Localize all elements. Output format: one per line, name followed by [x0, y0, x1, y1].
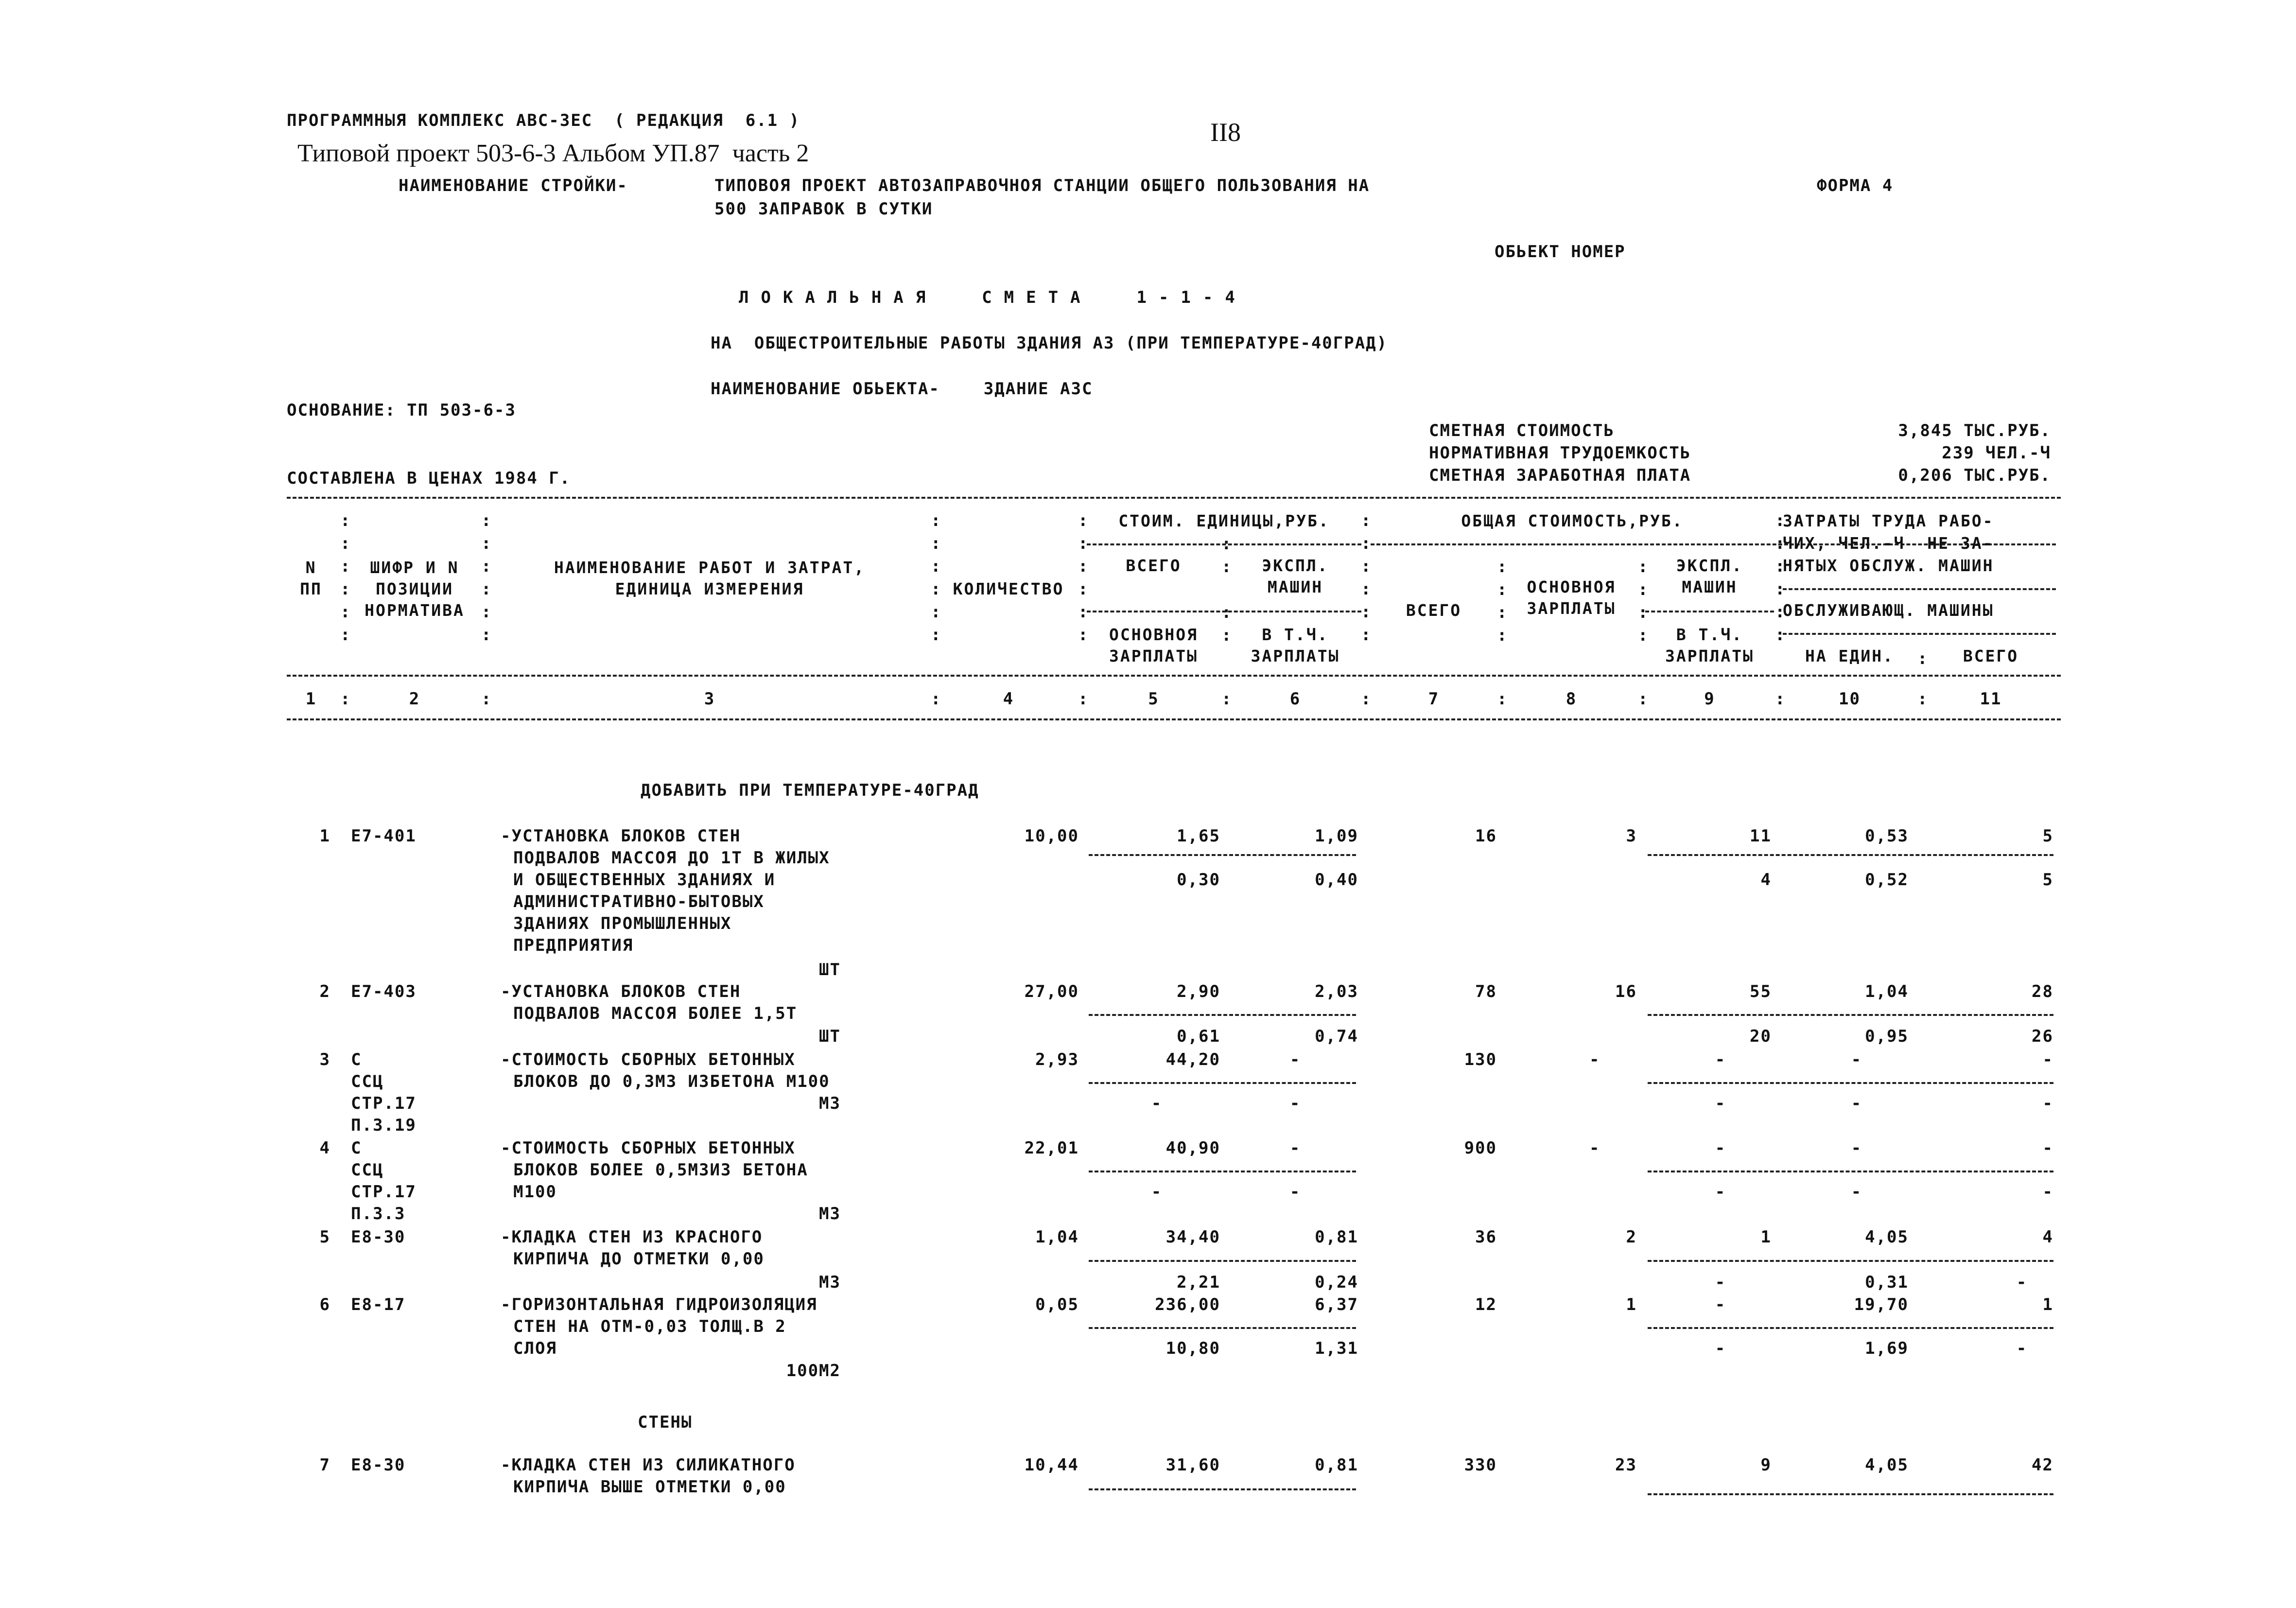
row-unit-basic: 0,61 — [1177, 1027, 1220, 1046]
project-line: Типовой проект 503-6-3 Альбом УП.87 часть 2 — [297, 140, 809, 167]
row-divider — [1648, 1260, 2053, 1262]
row-code: Е7-401 — [351, 826, 417, 846]
row-name-line: М100 — [513, 1182, 557, 1202]
row-unit-incl: 0,74 — [1315, 1027, 1358, 1046]
column-separator: : — [1638, 689, 1648, 709]
row-total-machines: 11 — [1750, 826, 1772, 846]
row-total-basic: 2 — [1626, 1227, 1637, 1247]
column-separator: : — [1361, 689, 1371, 709]
row-labor-total-b: - — [2016, 1273, 2028, 1292]
row-code: СТР.17 — [351, 1182, 417, 1202]
row-labor-unit: 4,05 — [1865, 1455, 1909, 1475]
header-unit-incl: В Т.Ч. — [1262, 625, 1329, 644]
row-name-line: ПРЕДПРИЯТИЯ — [513, 936, 634, 955]
row-unit-incl: - — [1289, 1094, 1301, 1113]
row-number: 7 — [319, 1455, 330, 1475]
row-total-basic: - — [1589, 1138, 1600, 1158]
row-name-line: -КЛАДКА СТЕН ИЗ КРАСНОГО — [501, 1227, 763, 1247]
column-separator: : — [1221, 689, 1232, 709]
row-labor-unit-b: 0,95 — [1865, 1027, 1909, 1046]
header-total-machines: ЭКСПЛ. — [1676, 556, 1743, 575]
header-total-cost: ОБЩАЯ СТОИМОСТЬ,РУБ. — [1461, 511, 1684, 530]
row-unit-basic: 0,30 — [1177, 870, 1220, 890]
row-total-incl: - — [1715, 1273, 1726, 1292]
row-labor-unit: 0,53 — [1865, 826, 1909, 846]
row-code: ССЦ — [351, 1072, 384, 1091]
row-code: СТР.17 — [351, 1094, 417, 1113]
column-separator: : : : : : : — [1361, 511, 1371, 645]
row-unit-machines: 2,03 — [1315, 982, 1358, 1001]
row-quantity: 2,93 — [1035, 1050, 1079, 1069]
header-unit-cost: СТОИМ. ЕДИНИЦЫ,РУБ. — [1118, 511, 1330, 530]
header-total-basic: ОСНОВНОЯ — [1527, 577, 1616, 596]
row-unit-machines: 6,37 — [1315, 1295, 1358, 1314]
column-separator: : : : : : : — [1078, 511, 1088, 645]
row-unit-total: 44,20 — [1165, 1050, 1220, 1069]
header-unit-machines: ЭКСПЛ. — [1262, 556, 1329, 575]
column-number: 8 — [1565, 689, 1577, 709]
row-unit-total: 34,40 — [1165, 1227, 1220, 1247]
row-name-line: И ОБЩЕСТВЕННЫХ ЗДАНИЯХ И — [513, 870, 776, 890]
row-unit: ШТ — [819, 1027, 841, 1046]
row-number: 3 — [319, 1050, 330, 1069]
row-labor-total-b: - — [2042, 1094, 2053, 1113]
row-divider — [1089, 1171, 1356, 1172]
row-total-basic: 3 — [1626, 826, 1637, 846]
row-number: 5 — [319, 1227, 330, 1247]
row-name-line: ПОДВАЛОВ МАССОЯ ДО 1Т В ЖИЛЫХ — [513, 848, 830, 868]
summary-value: 0,206 ТЫС.РУБ. — [1898, 466, 2051, 485]
page-number: II8 — [1210, 118, 1241, 147]
row-total-incl: - — [1715, 1182, 1726, 1202]
summary-label: СМЕТНАЯ СТОИМОСТЬ — [1429, 421, 1615, 440]
row-divider — [1089, 1082, 1356, 1084]
row-total-machines: - — [1715, 1138, 1726, 1158]
row-labor-total-b: - — [2042, 1182, 2053, 1202]
summary-label: НОРМАТИВНАЯ ТРУДОЕМКОСТЬ — [1429, 443, 1691, 463]
row-labor-unit-b: - — [1851, 1094, 1862, 1113]
row-total: 78 — [1475, 982, 1497, 1001]
row-number: 2 — [319, 982, 330, 1001]
row-quantity: 10,44 — [1024, 1455, 1079, 1475]
column-separator: : : : : — [1638, 557, 1648, 645]
column-separator: : — [931, 689, 941, 709]
row-code: Е8-30 — [351, 1227, 406, 1247]
header-mid-rule — [287, 675, 2061, 677]
row-divider — [1089, 1327, 1356, 1329]
column-separator: : : : : : : — [340, 511, 350, 645]
row-divider — [1089, 1014, 1356, 1016]
row-labor-unit: 19,70 — [1854, 1295, 1909, 1314]
row-name-line: ЗДАНИЯХ ПРОМЫШЛЕННЫХ — [513, 914, 732, 933]
row-name-line: СТЕН НА ОТМ-0,03 ТОЛЩ.В 2 — [513, 1317, 786, 1336]
column-number: 10 — [1839, 689, 1861, 709]
header-unit-basic: ЗАРПЛАТЫ — [1109, 647, 1198, 665]
row-name-line: КИРПИЧА ДО ОТМЕТКИ 0,00 — [513, 1249, 765, 1269]
column-number: 9 — [1704, 689, 1715, 709]
row-labor-unit: 4,05 — [1865, 1227, 1909, 1247]
row-total-incl: 20 — [1750, 1027, 1772, 1046]
header-bottom-rule — [287, 718, 2061, 720]
row-unit-incl: 0,40 — [1315, 870, 1358, 890]
row-code: Е8-17 — [351, 1295, 406, 1314]
header-unit-basic: ОСНОВНОЯ — [1109, 625, 1198, 644]
summary-value: 3,845 ТЫС.РУБ. — [1898, 421, 2051, 440]
column-separator: : — [1917, 689, 1928, 709]
row-unit: М3 — [819, 1204, 841, 1223]
row-labor-unit: 1,04 — [1865, 982, 1909, 1001]
row-total-basic: 23 — [1615, 1455, 1637, 1475]
header-top-rule — [287, 497, 2061, 499]
row-number: 1 — [319, 826, 330, 846]
line-name-2: 500 ЗАПРАВОК В СУТКИ — [714, 199, 933, 219]
row-labor-unit-b: - — [1851, 1182, 1862, 1202]
column-separator: : : : : : : — [1775, 511, 1785, 645]
row-unit-basic: - — [1151, 1182, 1163, 1202]
row-labor-unit: - — [1851, 1050, 1862, 1069]
row-labor-unit-b: 0,52 — [1865, 870, 1909, 890]
row-labor-unit-b: 0,31 — [1865, 1273, 1909, 1292]
row-unit-basic: 2,21 — [1177, 1273, 1220, 1292]
row-name-line: -КЛАДКА СТЕН ИЗ СИЛИКАТНОГО — [501, 1455, 796, 1475]
column-number: 6 — [1289, 689, 1301, 709]
row-divider — [1648, 1082, 2053, 1084]
row-unit-total: 236,00 — [1155, 1295, 1220, 1314]
column-number: 2 — [409, 689, 420, 709]
row-total-machines: - — [1715, 1050, 1726, 1069]
column-separator: : — [1497, 689, 1507, 709]
column-separator: : — [1917, 649, 1928, 668]
header-labor: ЗАТРАТЫ ТРУДА РАБО- — [1783, 511, 1994, 530]
section-heading: СТЕНЫ — [638, 1413, 693, 1432]
column-number: 4 — [1003, 689, 1014, 709]
column-separator: : : : : : : — [931, 511, 941, 645]
row-name-line: -ГОРИЗОНТАЛЬНАЯ ГИДРОИЗОЛЯЦИЯ — [501, 1295, 818, 1314]
row-total-machines: - — [1715, 1295, 1726, 1314]
row-divider — [1648, 1171, 2053, 1172]
row-code: Е7-403 — [351, 982, 417, 1001]
row-divider — [1089, 1488, 1356, 1490]
row-divider — [1089, 854, 1356, 856]
summary-value: 239 ЧЕЛ.-Ч — [1942, 443, 2051, 463]
header-divider — [1087, 611, 1361, 612]
row-divider — [1648, 854, 2053, 856]
row-total: 330 — [1464, 1455, 1497, 1475]
row-total-machines: 1 — [1760, 1227, 1772, 1247]
row-unit-basic: 10,80 — [1165, 1339, 1220, 1358]
header-unit-total: ВСЕГО — [1126, 556, 1182, 575]
row-total-machines: 9 — [1760, 1455, 1772, 1475]
row-name-line: ПОДВАЛОВ МАССОЯ БОЛЕЕ 1,5Т — [513, 1004, 798, 1023]
row-labor-total-b: - — [2016, 1339, 2028, 1358]
row-name-line: -СТОИМОСТЬ СБОРНЫХ БЕТОННЫХ — [501, 1138, 796, 1158]
row-total-incl: - — [1715, 1094, 1726, 1113]
header-col3-line: ЕДИНИЦА ИЗМЕРЕНИЯ — [615, 579, 804, 598]
column-number: 3 — [704, 689, 715, 709]
header-labor: НЯТЫХ ОБСЛУЖ. МАШИН — [1783, 556, 1994, 575]
row-unit-total: 1,65 — [1177, 826, 1220, 846]
row-unit-total: 40,90 — [1165, 1138, 1220, 1158]
row-quantity: 1,04 — [1035, 1227, 1079, 1247]
row-code: ССЦ — [351, 1160, 384, 1180]
row-unit-basic: - — [1151, 1094, 1163, 1113]
row-quantity: 0,05 — [1035, 1295, 1079, 1314]
header-labor-unit: НА ЕДИН. — [1805, 647, 1894, 665]
column-separator: : — [340, 689, 350, 709]
row-name-line: -УСТАНОВКА БЛОКОВ СТЕН — [501, 826, 741, 846]
header-total-incl: ЗАРПЛАТЫ — [1665, 647, 1754, 665]
header-col3-line: НАИМЕНОВАНИЕ РАБОТ И ЗАТРАТ, — [554, 558, 866, 577]
row-labor-total: 5 — [2042, 826, 2053, 846]
row-total: 16 — [1475, 826, 1497, 846]
header-divider — [1645, 611, 1774, 612]
header-divider — [1783, 633, 2056, 635]
header-col2-line: ПОЗИЦИИ — [375, 579, 454, 598]
row-unit-machines: 0,81 — [1315, 1227, 1358, 1247]
column-number: 5 — [1148, 689, 1159, 709]
section-heading: ДОБАВИТЬ ПРИ ТЕМПЕРАТУРЕ-40ГРАД — [641, 781, 979, 800]
row-unit-incl: - — [1289, 1182, 1301, 1202]
row-name-line: -СТОИМОСТЬ СБОРНЫХ БЕТОННЫХ — [501, 1050, 796, 1069]
row-name-line: КИРПИЧА ВЫШЕ ОТМЕТКИ 0,00 — [513, 1477, 786, 1497]
header-divider — [1783, 588, 2056, 590]
row-unit-incl: 0,24 — [1315, 1273, 1358, 1292]
row-unit-incl: 1,31 — [1315, 1339, 1358, 1358]
row-labor-unit: - — [1851, 1138, 1862, 1158]
header-divider — [1087, 543, 1361, 545]
row-total: 12 — [1475, 1295, 1497, 1314]
column-separator: : : : : — [1497, 557, 1507, 645]
row-labor-total: 1 — [2042, 1295, 2053, 1314]
row-quantity: 27,00 — [1024, 982, 1079, 1001]
column-separator: : : : : — [1221, 534, 1232, 645]
estimate-subtitle: НА ОБЩЕСТРОИТЕЛЬНЫЕ РАБОТЫ ЗДАНИЯ АЗ (ПРИ ТЕМПЕРАТУРЕ-40ГРАД) — [711, 333, 1388, 353]
header-total-basic: ЗАРПЛАТЫ — [1527, 599, 1616, 618]
row-unit-machines: 0,81 — [1315, 1455, 1358, 1475]
row-unit: 100М2 — [786, 1361, 841, 1381]
row-code: С — [351, 1138, 362, 1158]
row-code: П.3.3 — [351, 1204, 406, 1223]
line-name-label: НАИМЕНОВАНИЕ СТРОЙКИ- — [399, 176, 628, 195]
row-total-incl: - — [1715, 1339, 1726, 1358]
header-total-all: ВСЕГО — [1406, 601, 1462, 620]
row-total-basic: - — [1589, 1050, 1600, 1069]
row-unit: М3 — [819, 1273, 841, 1292]
row-number: 6 — [319, 1295, 330, 1314]
row-unit: ШТ — [819, 960, 841, 979]
program-line: ПРОГРАММНЫЯ КОМПЛЕКС АВС-ЗЕС ( РЕДАКЦИЯ 6.1 ) — [287, 111, 800, 130]
prices-year: СОСТАВЛЕНА В ЦЕНАХ 1984 Г. — [287, 469, 571, 488]
header-unit-incl: ЗАРПЛАТЫ — [1251, 647, 1340, 665]
header-total-machines: МАШИН — [1682, 577, 1738, 596]
row-name-line: АДМИНИСТРАТИВНО-БЫТОВЫХ — [513, 892, 765, 911]
row-labor-unit-b: 1,69 — [1865, 1339, 1909, 1358]
object-number: ОБЬЕКТ НОМЕР — [1495, 242, 1626, 262]
row-unit-total: 2,90 — [1177, 982, 1220, 1001]
header-col2-line: ШИФР И N — [370, 558, 459, 577]
basis: ОСНОВАНИЕ: ТП 503-6-3 — [287, 401, 516, 420]
header-labor-machines: ОБСЛУЖИВАЮЩ. МАШИНЫ — [1783, 601, 1994, 620]
row-quantity: 22,01 — [1024, 1138, 1079, 1158]
estimate-title: ЛОКАЛЬНАЯ СМЕТА 1-1-4 — [739, 288, 1247, 307]
row-name-line: БЛОКОВ БОЛЕЕ 0,5М3ИЗ БЕТОНА — [513, 1160, 808, 1180]
row-total-basic: 1 — [1626, 1295, 1637, 1314]
header-col1-line: N — [305, 558, 317, 577]
row-unit: М3 — [819, 1094, 841, 1113]
row-labor-total: 42 — [2032, 1455, 2053, 1475]
row-divider — [1648, 1014, 2053, 1016]
header-labor-total: ВСЕГО — [1963, 647, 2019, 665]
row-total: 36 — [1475, 1227, 1497, 1247]
row-total-basic: 16 — [1615, 982, 1637, 1001]
row-code: П.3.19 — [351, 1116, 417, 1135]
row-name-line: -УСТАНОВКА БЛОКОВ СТЕН — [501, 982, 741, 1001]
row-number: 4 — [319, 1138, 330, 1158]
row-code: Е8-30 — [351, 1455, 406, 1475]
column-separator: : — [481, 689, 491, 709]
column-number: 11 — [1980, 689, 2002, 709]
row-divider — [1648, 1327, 2053, 1329]
row-divider — [1089, 1260, 1356, 1262]
column-separator: : — [1078, 689, 1088, 709]
row-labor-total: - — [2042, 1050, 2053, 1069]
column-number: 1 — [305, 689, 317, 709]
form-label: ФОРМА 4 — [1817, 176, 1894, 195]
row-total-machines: 55 — [1750, 982, 1772, 1001]
header-quantity: КОЛИЧЕСТВО — [953, 579, 1064, 598]
row-total-incl: 4 — [1760, 870, 1772, 890]
row-unit-machines: - — [1289, 1138, 1301, 1158]
row-labor-total-b: 5 — [2042, 870, 2053, 890]
header-unit-machines: МАШИН — [1267, 577, 1323, 596]
column-separator: : : : : : : — [481, 511, 491, 645]
summary-label: СМЕТНАЯ ЗАРАБОТНАЯ ПЛАТА — [1429, 466, 1691, 485]
column-number: 7 — [1428, 689, 1440, 709]
row-labor-total: - — [2042, 1138, 2053, 1158]
row-quantity: 10,00 — [1024, 826, 1079, 846]
object-name: НАИМЕНОВАНИЕ ОБЬЕКТА- ЗДАНИЕ АЗС — [711, 379, 1093, 399]
header-col1-line: ПП — [300, 579, 322, 598]
line-name-1: ТИПОВОЯ ПРОЕКТ АВТОЗАПРАВОЧНОЯ СТАНЦИИ ОБЩЕГО ПОЛЬЗОВАНИЯ НА — [714, 176, 1370, 195]
row-code: С — [351, 1050, 362, 1069]
row-labor-total-b: 26 — [2032, 1027, 2053, 1046]
row-unit-machines: - — [1289, 1050, 1301, 1069]
row-labor-total: 4 — [2042, 1227, 2053, 1247]
header-labor: ЧИХ, ЧЕЛ.-Ч НЕ ЗА- — [1783, 534, 1994, 553]
header-col2-line: НОРМАТИВА — [365, 601, 465, 620]
row-labor-total: 28 — [2032, 982, 2053, 1001]
row-divider — [1648, 1493, 2053, 1495]
column-separator: : — [1775, 689, 1785, 709]
row-name-line: БЛОКОВ ДО 0,3М3 ИЗБЕТОНА М100 — [513, 1072, 830, 1091]
row-unit-total: 31,60 — [1165, 1455, 1220, 1475]
header-total-incl: В Т.Ч. — [1676, 625, 1743, 644]
row-total: 900 — [1464, 1138, 1497, 1158]
row-name-line: СЛОЯ — [513, 1339, 557, 1358]
row-unit-machines: 1,09 — [1315, 826, 1358, 846]
row-total: 130 — [1464, 1050, 1497, 1069]
